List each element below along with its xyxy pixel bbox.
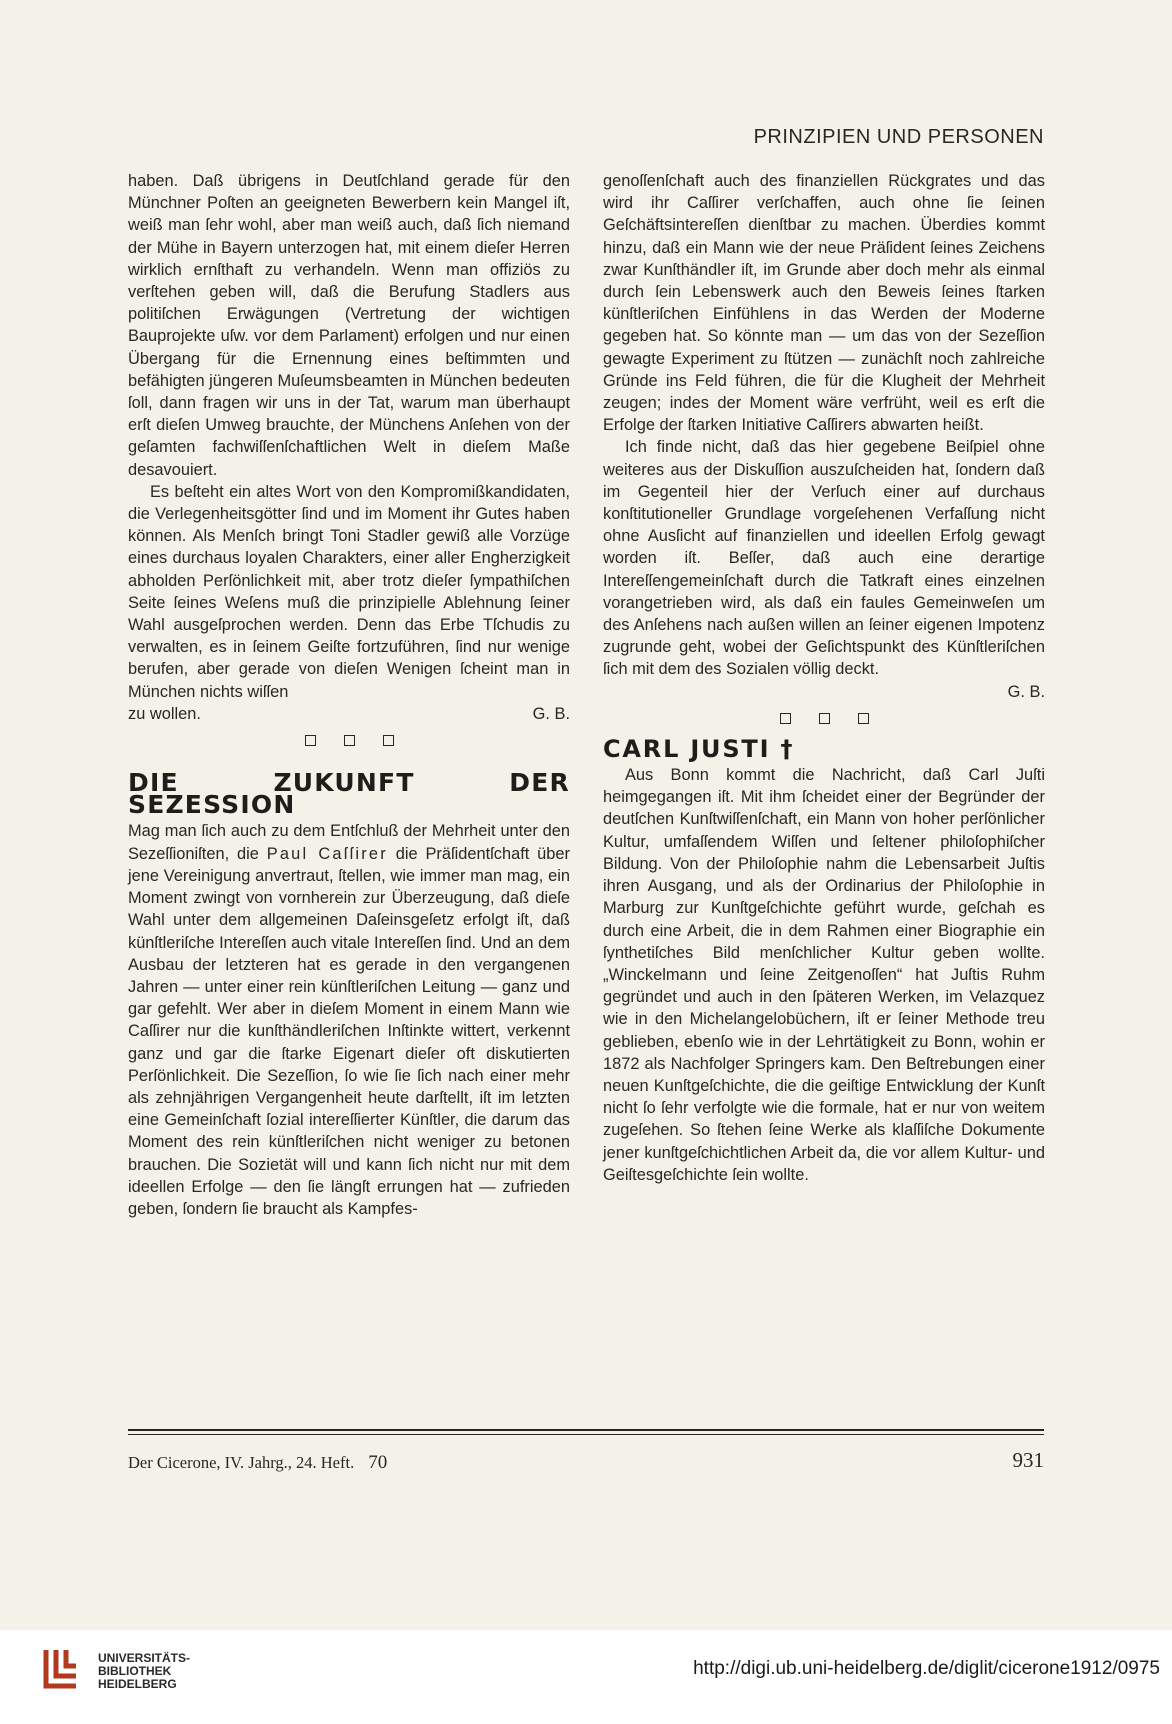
article-heading-justi: CARL JUSTI † — [603, 734, 795, 763]
right-signature-line — [603, 681, 1045, 703]
journal-reference: Der Cicerone, IV. Jahrg., 24. Heft. — [128, 1453, 355, 1472]
right-paragraph-1: genoſſenſchaft auch des finanziellen Rückgrates und das wird ihr Caſſirer verſchaffen, auch ohne ſie ſeinen Geſchäftsintereſſen dienſtbar zu machen. Überdies kommt hinzu, daß ein Mann wie der neue Präſident ſeines Zeichens zwar Kunſthändler iſt, im Grunde aber doch mehr als einmal durch ſein Lebenswerk auch den Beweis ſeines ſtarken künſtleriſchen Einfühlens in das Werden der Moderne gegeben hat. So könnte man — um das von der Sezeſſion gewagte Experiment zu ſtützen — zunächſt noch zahlreiche Gründe ins Feld führen, die für die Klugheit der Mehrheit zeugen; indes der Moment wäre verfrüht, weil es erſt die Erfolge der ſtarken Initiative Caſſirers abwarten heißt. — [603, 172, 1045, 435]
person-name: Paul Caſſirer — [266, 844, 388, 863]
left-paragraph-2-end: zu wollen. — [128, 704, 201, 723]
sheet-number: 70 — [368, 1452, 388, 1473]
divider-square-icon — [383, 735, 394, 746]
left-paragraph-3-rest: die Präſidentſchaft über jene Vereinigung anvertraut, ſtellen, wie immer man mag, ein Moment zwingt von vornherein zur Überzeugung, daß dieſe Wahl unter dem allgemeinen Daſeinsgeſetz erfolgt iſt, daß künſtleriſche Intereſſen auch vitale Intereſſen ſind. Und an dem Ausbau der letzteren hat es gerade in den vergangenen Jahren — unter einer rein künſtleriſchen Leitung — ganz und gar gefehlt. Wer aber in dieſem Moment in einem Mann wie Caſſirer nur die kunſthändleriſchen Inſtinkte wittert, verkennt ganz und gar die ſtarke Eigenart dieſer oft diskutierten Perſönlichkeit. Die Sezeſſion, ſo wie ſie ſich nach einer mehr als zehnjährigen Vergangenheit heute darſtellt, iſt im letzten eine Gemeinſchaft ſozial intereſſierter Künſtler, die darum das Moment des rein künſtleriſchen nicht weniger zu betonen brauchen. Die Sozietät will und kann ſich nicht nur mit dem ideellen Erfolge — den ſie längſt errungen hat — zufrieden geben, ſondern ſie braucht als Kampfes- — [128, 844, 570, 1218]
source-url[interactable]: http://digi.ub.uni-heidelberg.de/diglit/cicerone1912/0975 — [693, 1658, 1160, 1679]
left-paragraph-2: Es beſteht ein altes Wort von den Kompromißkandidaten, die Verlegenheitsgötter ſind und im Moment ihr Gutes haben können. Als Menſch bringt Toni Stadler gewiß alle Vorzüge eines durchaus loyalen Charakters, einer aller Engherzigkeit abholden Perſönlichkeit mit, aber trotz dieſer ſympathiſchen Seite ſeines Weſens muß die prinzipielle Ablehnung ſeiner Wahl ausgeſprochen werden. Denn das Erbe Tſchudis zu verwalten, es in ſeinem Geiſte fortzuführen, ſind nur wenige berufen, aber gerade von dieſen Wenigen ſcheint man in München nichts wiſſen — [128, 482, 570, 701]
article-heading-sezession: DIE ZUKUNFT DER SEZESSION — [128, 768, 570, 820]
page-number: 931 — [1012, 1448, 1044, 1472]
library-name — [98, 1652, 190, 1691]
divider-square-icon — [344, 735, 355, 746]
footer-rule-thin — [128, 1434, 1044, 1435]
section-divider-left — [128, 735, 570, 746]
right-signature: G. B. — [1007, 682, 1045, 701]
left-paragraph-1: haben. Daß übrigens in Deutſchland gerade für den Münchner Poſten an geeigneten Bewerbern kein Mangel iſt, weiß man ſehr wohl, aber man weiß auch, daß ſich niemand der Mühe in Bayern unterzogen hat, mit einem dieſer Herren wirklich ernſthaft zu verhandeln. Wenn man offiziös zu verſtehen geben will, daß die Berufung Stadlers aus politiſchen Erwägungen (Vertretung der wichtigen Bauprojekte uſw. vor dem Parlament) erfolgen und nur einen Übergang für die Ernennung eines beſtimmten und befähigten jüngeren Muſeumsbeamten in München bedeuten ſoll, dann fragen wir uns in der Tat, warum man überhaupt erſt dieſen Umweg brauchte, der Münchens Anſehen von der geſamten fachwiſſenſchaftlichen Welt in dieſem Maße desavouiert. — [128, 172, 570, 479]
library-name-line-2: BIBLIOTHEK — [98, 1664, 172, 1678]
section-divider-right — [603, 713, 1045, 724]
left-signature-line — [128, 703, 570, 725]
university-seal-icon — [36, 1644, 86, 1692]
library-name-line-3: HEIDELBERG — [98, 1677, 177, 1691]
divider-square-icon — [819, 713, 830, 724]
library-name-line-1: UNIVERSITÄTS- — [98, 1651, 191, 1665]
divider-square-icon — [305, 735, 316, 746]
footer-journal — [128, 1452, 387, 1474]
right-paragraph-3: Aus Bonn kommt die Nachricht, daß Carl Juſti heimgegangen iſt. Mit ihm ſcheidet einer der Begründer der deutſchen Kunſtwiſſenſchaft, ein Mann von hoher perſönlicher Kultur, umfaſſendem Wiſſen und ſeltener philoſophiſcher Bildung. Von der Philoſophie nahm die Lebensarbeit Juſtis ihren Ausgang, und als der Ordinarius der Philoſophie in Marburg zur Kunſtgeſchichte geführt wurde, geſchah es durch eine Arbeit, die in dem Rahmen einer Biographie ein ſynthetiſches Bild menſchlicher Kultur geben wollte. „Winckelmann und ſeine Zeitgenoſſen“ hat Juſtis Ruhm gegründet und auch in den ſpäteren Werken, im Velazquez wie in den Michelangelobüchern, iſt er ſeiner Methode treu geblieben, ebenſo wie in der Lehrtätigkeit zu Bonn, wohin er 1872 als Nachfolger Springers kam. Den Beſtrebungen einer neuen Kunſtgeſchichte, die die geiſtige Entwicklung der Kunſt nicht ſo ſehr verfolgte wie die formale, hat er nur von weitem zugeſehen. So ſtehen ſeine Werke als klaſſiſche Dokumente jener kunſtgeſchichtlichen Arbeit da, die vor allem Kultur- und Geiſtesgeſchichte ſein wollte. — [603, 766, 1045, 1184]
right-paragraph-2: Ich finde nicht, daß das hier gegebene Beiſpiel ohne weiteres aus der Diskuſſion auszuſcheiden hat, ſondern daß im Gegenteil hier der Verſuch einer auf durchaus konſtitutioneller Grundlage vorgeſehenen Verfaſſung nicht ohne Ausſicht auf finanziellen und ideellen Erfolg gewagt worden iſt. Beſſer, daß auch eine derartige Intereſſengemeinſchaft durch die Tatkraft eines einzelnen vorangetrieben wird, als daß ein faules Gemeinweſen um des Anſehens nach außen willen an ſeiner eigenen Impotenz zugrunde geht, wobei der Geſichtspunkt des Künſtleriſchen ſich mit dem des Sozialen völlig deckt. — [603, 438, 1045, 679]
divider-square-icon — [780, 713, 791, 724]
left-paragraph-3 — [128, 820, 570, 1220]
divider-square-icon — [858, 713, 869, 724]
library-banner — [0, 1630, 1172, 1724]
footer-rule — [128, 1429, 1044, 1431]
running-head: PRINZIPIEN UND PERSONEN — [753, 126, 1044, 148]
left-paragraph-3-start: Mag man ſich auch zu dem Entſchluß der Mehrheit unter den Sezeſſioniſten, die — [128, 822, 570, 863]
left-column — [128, 170, 570, 1220]
right-column — [603, 170, 1045, 1186]
left-signature: G. B. — [532, 704, 570, 723]
